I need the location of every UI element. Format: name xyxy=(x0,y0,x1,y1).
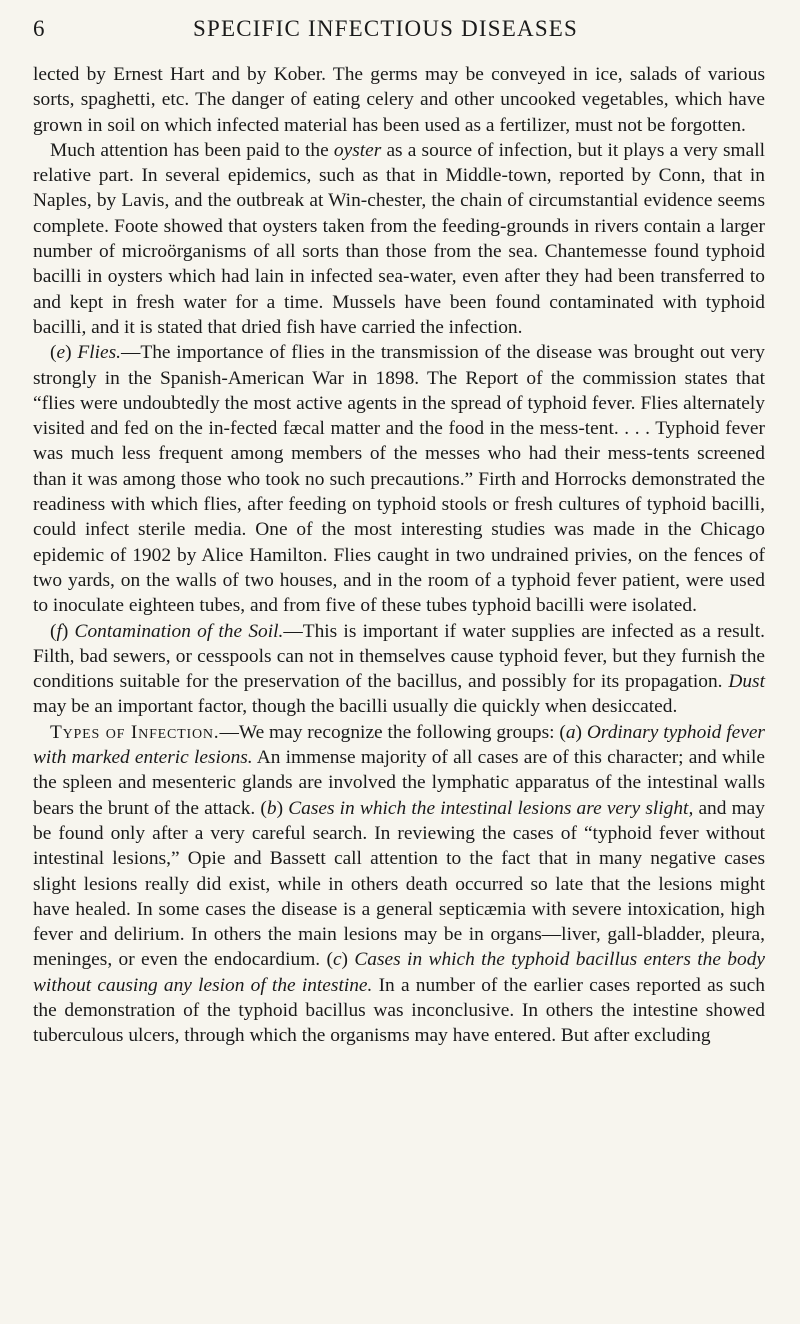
group-c-title: Cases in which the typhoid bacillus enters the body without causing any lesion of the intestine. xyxy=(33,949,766,996)
group-a-title: Ordinary typhoid fever with marked enteric lesions. xyxy=(33,721,765,769)
paragraph-oysters: Much attention has been paid to the oyster as a source of infection, but it plays a very small relative part. In several epidemics, such as that in Middle-town, reported by Conn, that in Naples, by Lavis, and the outbreak at Win-chester, the chain of circumstantial evidence seems complete. Foote showed that oysters taken from the feeding-grounds in rivers contain a larger number of microörganisms of all sorts than those from the sea. Chantemesse found typhoid bacilli in oysters which had lain in infected sea-water, even after they had been transferred to and kept in fresh water for a time. Mussels have been found contaminated with typhoid bacilli, and it is stated that dried fish have carried the infection. xyxy=(33,139,765,338)
emphasis-dust: Dust xyxy=(728,671,765,693)
running-header xyxy=(33,16,767,42)
paragraph-food-sources: lected by Ernest Hart and by Kober. The germs may be conveyed in ice, salads of various sorts, spaghetti, etc. The danger of eating celery and other uncooked vegetables, which have grown in soil on which infected material has been used as a fertilizer, must not be forgotten. xyxy=(33,64,765,136)
section-heading-soil: Contamination of the Soil. xyxy=(74,620,284,642)
page-number: 6 xyxy=(33,16,46,41)
group-b-title: Cases in which the intestinal lesions are very slight, xyxy=(288,797,694,819)
paragraph-soil: (f) Contamination of the Soil.—This is important if water supplies are infected as a result. Filth, bad sewers, or cesspools can not in themselves cause typhoid fever, but they furnish the conditions suitable for the preservation of the bacillus, and possibly for its propagation. Dust may be an important factor, though the bacilli usually die quickly when desiccated. xyxy=(33,620,765,718)
section-heading-types: Types of Infection. xyxy=(50,721,220,743)
emphasis-oyster: oyster xyxy=(333,139,382,161)
paragraph-flies: (e) Flies.—The importance of flies in the transmission of the disease was brought out very strongly in the Spanish-American War in 1898. The Report of the commission states that “flies were undoubtedly the most active agents in the spread of typhoid fever. Flies alternately visited and fed on the in-fected fæcal matter and the food in the mess-tent. . . . Typhoid fever was much less frequent among members of the messes who had their mess-tents screened than it was among those who took no such precautions.” Firth and Horrocks demonstrated the readiness with which flies, after feeding on typhoid stools or fresh cultures of typhoid bacilli, could infect sterile media. One of the most interesting studies was made in the Chicago epidemic of 1902 by Alice Hamilton. Flies caught in two undrained privies, on the fences of two yards, on the walls of two houses, and in the room of a typhoid fever patient, were used to inoculate eighteen tubes, and from five of these tubes typhoid bacilli were isolated. xyxy=(33,342,765,617)
running-title: SPECIFIC INFECTIOUS DISEASES xyxy=(193,16,579,41)
section-heading-flies: Flies. xyxy=(77,342,121,364)
body-text xyxy=(33,62,765,1049)
paragraph-types-of-infection: Types of Infection.—We may recognize the following groups: (a) Ordinary typhoid fever with marked enteric lesions. An immense majority of all cases are of this character; and while the spleen and mesenteric glands are involved the lymphatic apparatus of the intestinal walls bears the brunt of the attack. (b) Cases in which the intestinal lesions are very slight, and may be found only after a very careful search. In reviewing the cases of “typhoid fever without intestinal lesions,” Opie and Bassett call attention to the fact that in many negative cases slight lesions really did exist, while in others death occurred so late that the lesions might have healed. In some cases the disease is a general septicæmia with severe intoxication, high fever and delirium. In others the main lesions may be in organs—liver, gall-bladder, pleura, meninges, or even the endocardium. (c) Cases in which the typhoid bacillus enters the body without causing any lesion of the intestine. In a number of the earlier cases reported as such the demonstration of the typhoid bacillus was inconclusive. In others the intestine showed tuberculous ulcers, through which the organisms may have entered. But after excluding xyxy=(33,721,766,1047)
